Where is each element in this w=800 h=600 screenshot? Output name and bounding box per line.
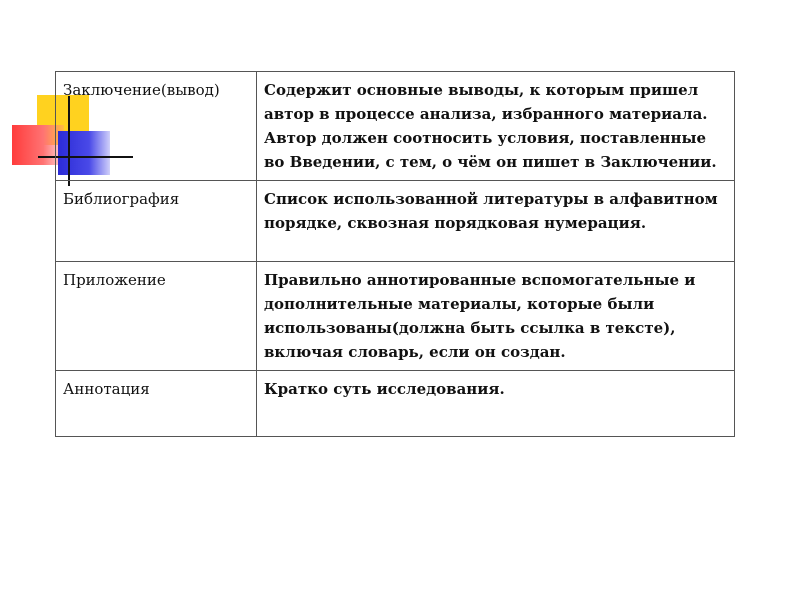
description-cell: Правильно аннотированные вспомогательные и дополнительные материалы, которые были использованы(должна быть ссылка в тексте), включая словарь, если он создан.	[257, 262, 735, 371]
term-cell: Библиография	[56, 181, 257, 262]
table-row	[56, 72, 735, 181]
table-row	[56, 262, 735, 371]
description-cell: Список использованной литературы в алфавитном порядке, сквозная порядковая нумерация.	[257, 181, 735, 262]
info-table	[55, 71, 735, 437]
table-row	[56, 181, 735, 262]
term-cell: Приложение	[56, 262, 257, 371]
description-cell: Кратко суть исследования.	[257, 371, 735, 437]
description-cell: Содержит основные выводы, к которым пришел автор в процессе анализа, избранного материала. Автор должен соотносить условия, поставленные во Введении, с тем, о чём он пишет в Заключении.	[257, 72, 735, 181]
term-cell: Заключение(вывод)	[56, 72, 257, 181]
term-cell: Аннотация	[56, 371, 257, 437]
table-row	[56, 371, 735, 437]
